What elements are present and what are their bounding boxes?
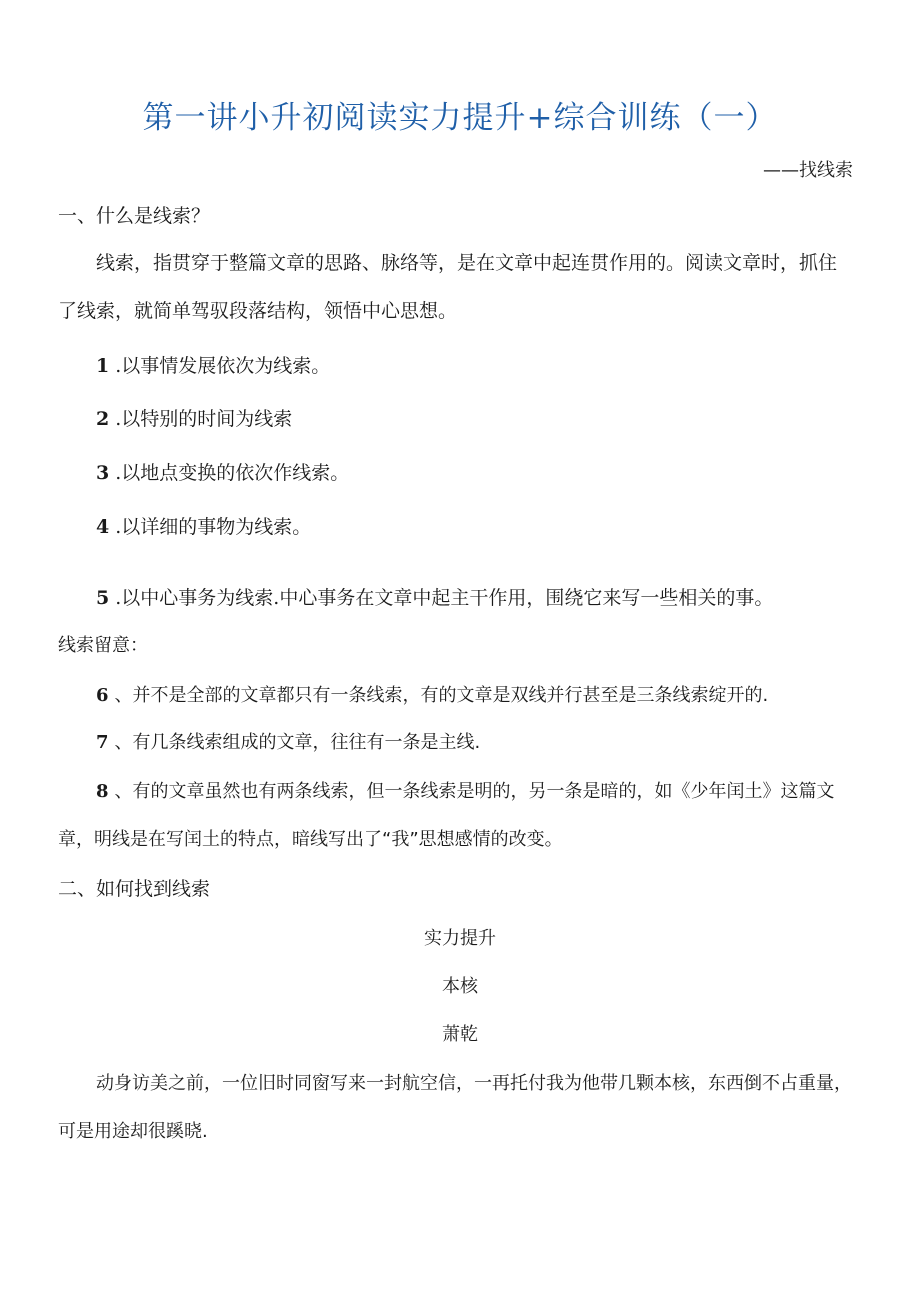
note-continuation: 章，明线是在写闰土的特点，暗线写出了“我”思想感情的改变。 (58, 829, 563, 850)
page-subtitle: ——找线索 (763, 160, 853, 181)
note-number: 7 (96, 732, 109, 753)
story-paragraph-line: 可是用途却很蹊晓. (58, 1121, 208, 1142)
list-item-number: 4 (96, 516, 110, 538)
note-item (96, 683, 900, 709)
notes-heading: 线索留意： (58, 635, 148, 656)
list-item-number: 2 (96, 408, 110, 430)
paragraph-line: 线索，指贯穿于整篇文章的思路、脉络等，是在文章中起连贯作用的。阅读文章时，抓住 (96, 252, 838, 274)
list-item-number: 1 (96, 355, 110, 377)
list-item (96, 585, 900, 611)
list-item-text: .以事情发展依次为线索。 (115, 355, 331, 377)
note-text: 、有的文章虽然也有两条线索，但一条线索是明的，另一条是暗的，如《少年闰土》这篇文 (114, 781, 835, 802)
list-item (96, 460, 900, 486)
list-item (96, 406, 900, 432)
paragraph-line: 了线索，就简单驾驭段落结构，领悟中心思想。 (58, 300, 458, 322)
story-title: 本核 (442, 976, 478, 997)
note-number: 8 (96, 781, 109, 802)
note-item (96, 779, 900, 805)
list-item-text: .以中心事务为线索.中心事务在文章中起主干作用，围绕它来写一些相关的事。 (115, 587, 774, 609)
note-text: 、有几条线索组成的文章，往往有一条是主线. (114, 732, 481, 753)
center-heading: 实力提升 (424, 928, 496, 949)
list-item (96, 514, 900, 540)
note-number: 6 (96, 685, 109, 706)
story-paragraph-line: 动身访美之前，一位旧时同窗写来一封航空信，一再托付我为他带几颗本核，东西倒不占重量， (96, 1073, 852, 1094)
note-text: 、并不是全部的文章都只有一条线索，有的文章是双线并行甚至是三条线索绽开的. (114, 685, 769, 706)
section-heading-2: 二、如何找到线索 (58, 878, 211, 900)
section-heading-1: 一、什么是线索？ (58, 205, 211, 227)
list-item-number: 3 (96, 462, 110, 484)
story-author: 萧乾 (442, 1024, 478, 1045)
list-item-number: 5 (96, 587, 110, 609)
list-item-text: .以地点变换的依次作线索。 (115, 462, 350, 484)
list-item (96, 353, 900, 379)
note-item (96, 730, 900, 756)
list-item-text: .以详细的事物为线索。 (115, 516, 312, 538)
list-item-text: .以特别的时间为线索 (115, 408, 293, 430)
page-title: 第一讲小升初阅读实力提升+综合训练（一） (142, 100, 778, 136)
